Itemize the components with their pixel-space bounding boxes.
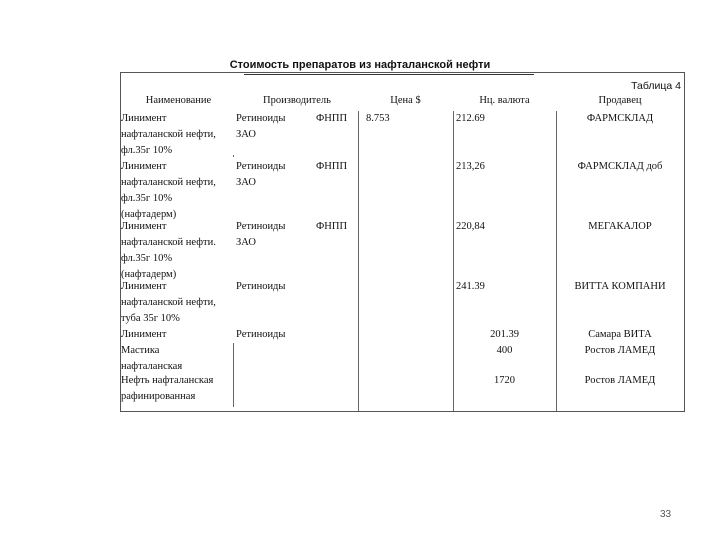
row6-seller: Ростов ЛАМЕД bbox=[584, 345, 656, 356]
header-name: Наименование bbox=[145, 95, 212, 106]
row5-manufacturer: Ретиноиды bbox=[236, 329, 286, 340]
row2-org: ФНПП bbox=[316, 161, 348, 172]
divider-price-usd bbox=[358, 111, 359, 411]
row6-price-national: 400 bbox=[496, 345, 513, 356]
divider-manufacturer-r1 bbox=[233, 155, 234, 157]
row2-seller: ФАРМСКЛАД доб bbox=[577, 161, 663, 172]
header-price-usd: Цена $ bbox=[390, 95, 421, 106]
page-number: 33 bbox=[660, 509, 672, 520]
row1-price-usd: 8.753 bbox=[366, 113, 390, 124]
row1-price-national: 212.69 bbox=[456, 113, 485, 124]
row3-manufacturer: Ретиноиды ЗАО bbox=[236, 221, 286, 248]
row1-manufacturer: Ретиноиды ЗАО bbox=[236, 113, 286, 140]
row7-seller: Ростов ЛАМЕД bbox=[584, 375, 656, 386]
row5-name: Линимент bbox=[121, 329, 167, 340]
header-seller: Продавец bbox=[598, 95, 642, 106]
divider-seller bbox=[556, 111, 557, 411]
slide-title: Стоимость препаратов из нафталанской нефти bbox=[229, 59, 491, 71]
row2-price-national: 213,26 bbox=[456, 161, 485, 172]
row6-name: Мастика нафталанская bbox=[121, 345, 183, 372]
row4-name: Линимент нафталанской нефти, туба 35г 10% bbox=[121, 281, 216, 324]
row7-name: Нефть нафталанская рафинированная bbox=[121, 375, 214, 402]
divider-manufacturer-r6 bbox=[233, 343, 234, 407]
row4-seller: ВИТТА КОМПАНИ bbox=[574, 281, 666, 292]
table-label: Таблица 4 bbox=[631, 80, 681, 92]
row3-name: Линимент нафталанской нефти. фл.35г 10% (нафтадерм) bbox=[121, 221, 216, 280]
row1-seller: ФАРМСКЛАД bbox=[586, 113, 654, 124]
row1-org: ФНПП bbox=[316, 113, 348, 124]
row3-seller: МЕГАКАЛОР bbox=[588, 221, 652, 232]
row2-manufacturer: Ретиноиды ЗАО bbox=[236, 161, 286, 188]
row2-name: Линимент нафталанской нефти, фл.35г 10% (нафтадерм) bbox=[121, 161, 216, 220]
row4-manufacturer: Ретиноиды bbox=[236, 281, 286, 292]
price-table bbox=[120, 72, 685, 412]
row5-seller: Самара ВИТА bbox=[588, 329, 652, 340]
row1-name: Линимент нафталанской нефти, фл.35г 10% bbox=[121, 113, 216, 156]
divider-price-national bbox=[453, 111, 454, 411]
row3-org: ФНПП bbox=[316, 221, 348, 232]
row5-price-national: 201.39 bbox=[490, 329, 519, 340]
row3-price-national: 220,84 bbox=[456, 221, 485, 232]
row4-price-national: 241.39 bbox=[456, 281, 485, 292]
header-manufacturer: Производитель bbox=[263, 95, 331, 106]
header-price-national: Нц. валюта bbox=[479, 95, 530, 106]
row7-price-national: 1720 bbox=[494, 375, 515, 386]
